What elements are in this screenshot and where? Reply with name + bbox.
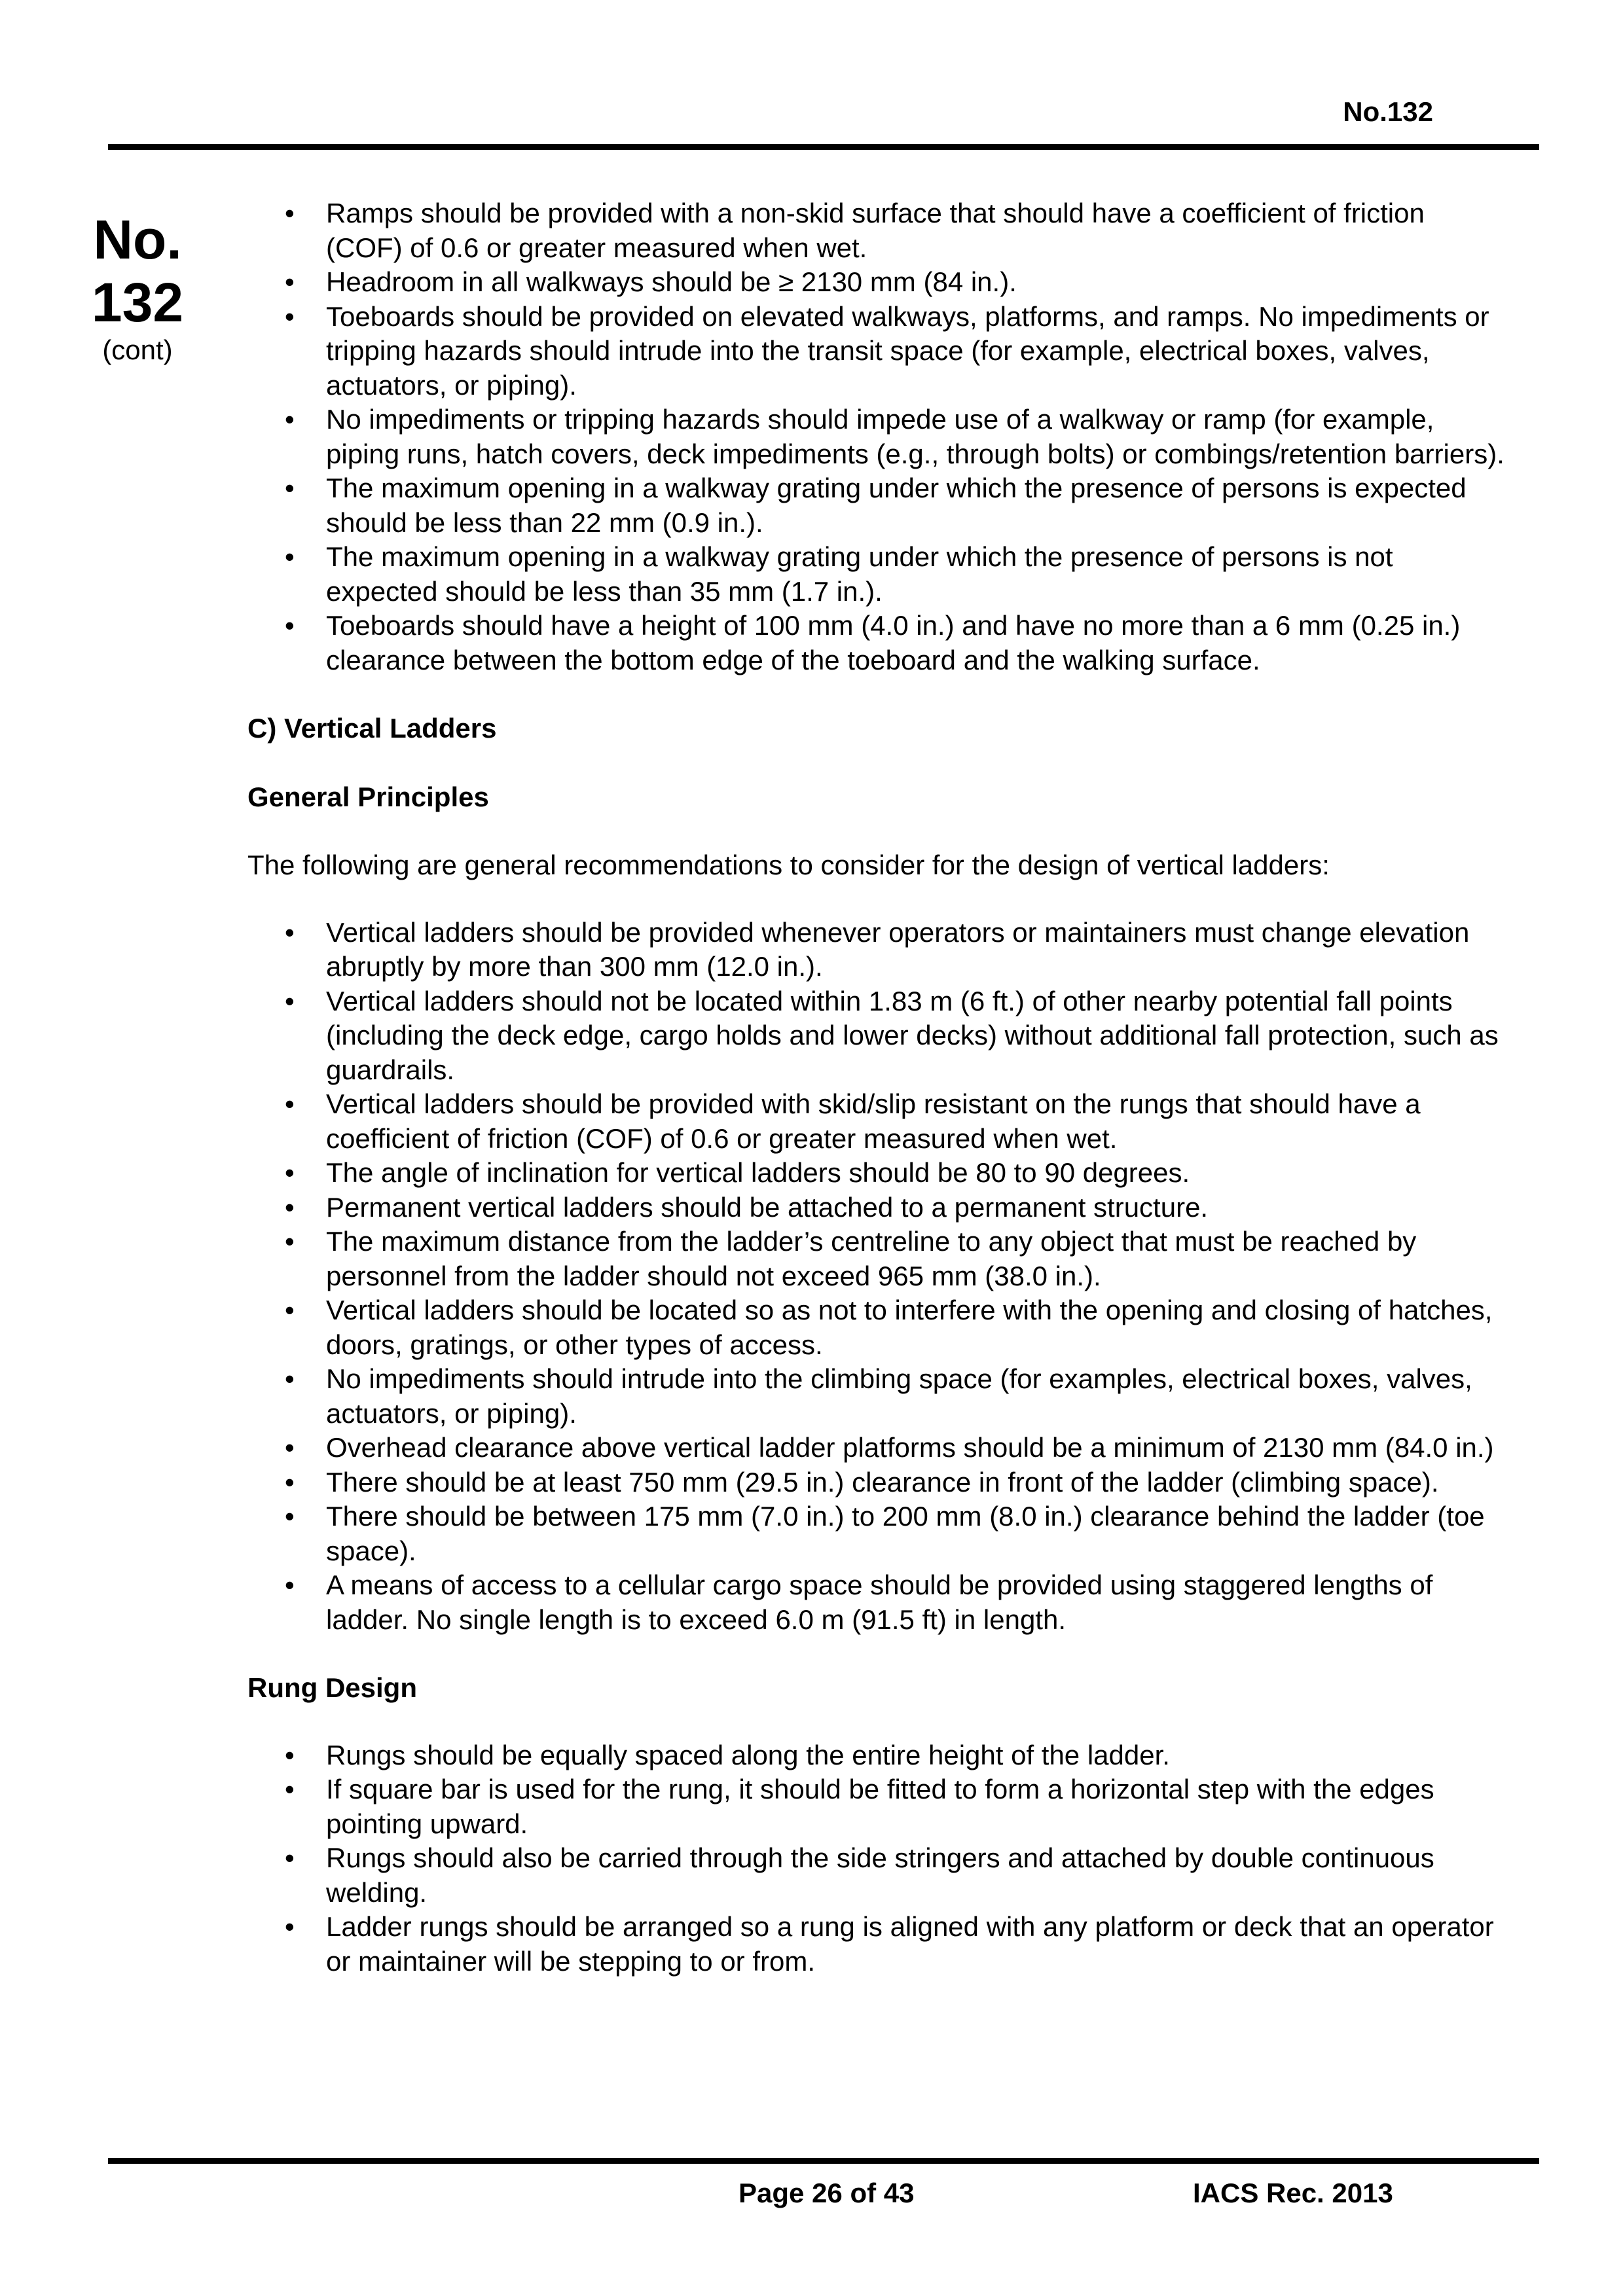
walkway-bullet-list [247, 196, 1504, 677]
list-item: • If square bar is used for the rung, it should be fitted to form a horizontal step with the edges pointing upward. [247, 1772, 1504, 1841]
list-item: • Toeboards should be provided on elevated walkways, platforms, and ramps. No impediments or tripping hazards should intrude into the transit space (for example, electrical boxes, valves, actuators, or piping). [247, 300, 1504, 403]
vertical-ladder-bullet-list [247, 916, 1504, 1638]
list-item: • Ladder rungs should be arranged so a rung is aligned with any platform or deck that an operator or maintainer will be stepping to or from. [247, 1910, 1504, 1979]
list-item: • No impediments or tripping hazards should impede use of a walkway or ramp (for example, piping runs, hatch covers, deck impediments (e.g., through bolts) or combings/retention barriers). [247, 403, 1504, 471]
footer-page-number: Page 26 of 43 [739, 2178, 915, 2208]
list-item: • The angle of inclination for vertical ladders should be 80 to 90 degrees. [247, 1156, 1504, 1191]
subheading-general-principles: General Principles [247, 781, 489, 812]
list-item: • Vertical ladders should be provided with skid/slip resistant on the rungs that should have a coefficient of friction (COF) of 0.6 or greater measured when wet. [247, 1087, 1504, 1156]
list-item: • No impediments should intrude into the climbing space (for examples, electrical boxes, valves, actuators, or piping). [247, 1362, 1504, 1431]
list-item: • The maximum opening in a walkway grating under which the presence of persons is not expected should be less than 35 mm (1.7 in.). [247, 540, 1504, 609]
footer-rec-label: IACS Rec. 2013 [1193, 2178, 1393, 2208]
side-label [72, 208, 203, 367]
list-item: • Toeboards should have a height of 100 mm (4.0 in.) and have no more than a 6 mm (0.25 in.) clearance between the bottom edge of the toeboard and the walking surface. [247, 609, 1504, 677]
intro-paragraph: The following are general recommendations to consider for the design of vertical ladders: [247, 850, 1330, 880]
list-item: • Rungs should also be carried through the side stringers and attached by double continuous welding. [247, 1841, 1504, 1910]
section-heading-vertical-ladders: C) Vertical Ladders [247, 713, 497, 744]
header-doc-number: No.132 [1343, 96, 1433, 127]
list-item: • Rungs should be equally spaced along the entire height of the ladder. [247, 1738, 1504, 1773]
list-item: • Permanent vertical ladders should be attached to a permanent structure. [247, 1191, 1504, 1225]
list-item: • Overhead clearance above vertical ladder platforms should be a minimum of 2130 mm (84.0 in.) [247, 1431, 1504, 1465]
list-item: • There should be between 175 mm (7.0 in.) to 200 mm (8.0 in.) clearance behind the ladder (toe space). [247, 1499, 1504, 1568]
list-item: • The maximum opening in a walkway grating under which the presence of persons is expected should be less than 22 mm (0.9 in.). [247, 471, 1504, 540]
subheading-rung-design: Rung Design [247, 1672, 417, 1703]
list-item: • Vertical ladders should not be located within 1.83 m (6 ft.) of other nearby potential fall points (including the deck edge, cargo holds and lower decks) without additional fall protection, such as guardrails. [247, 984, 1504, 1088]
header-rule [108, 144, 1539, 150]
side-label-no: No. [93, 209, 182, 270]
footer-rule [108, 2158, 1539, 2164]
list-item: • There should be at least 750 mm (29.5 in.) clearance in front of the ladder (climbing space). [247, 1465, 1504, 1500]
list-item: • Ramps should be provided with a non-skid surface that should have a coefficient of friction (COF) of 0.6 or greater measured when wet. [247, 196, 1504, 265]
list-item: • Headroom in all walkways should be ≥ 2130 mm (84 in.). [247, 265, 1504, 300]
list-item: • Vertical ladders should be located so as not to interfere with the opening and closing of hatches, doors, gratings, or other types of access. [247, 1293, 1504, 1362]
document-body [247, 196, 1504, 1979]
rung-design-bullet-list [247, 1738, 1504, 1979]
list-item: • The maximum distance from the ladder’s centreline to any object that must be reached by personnel from the ladder should not exceed 965 mm (38.0 in.). [247, 1225, 1504, 1293]
list-item: • Vertical ladders should be provided whenever operators or maintainers must change elevation abruptly by more than 300 mm (12.0 in.). [247, 916, 1504, 984]
list-item: • A means of access to a cellular cargo space should be provided using staggered lengths of ladder. No single length is to exceed 6.0 m (91.5 ft) in length. [247, 1568, 1504, 1637]
side-label-cont: (cont) [102, 334, 173, 365]
side-label-number: 132 [91, 272, 184, 333]
